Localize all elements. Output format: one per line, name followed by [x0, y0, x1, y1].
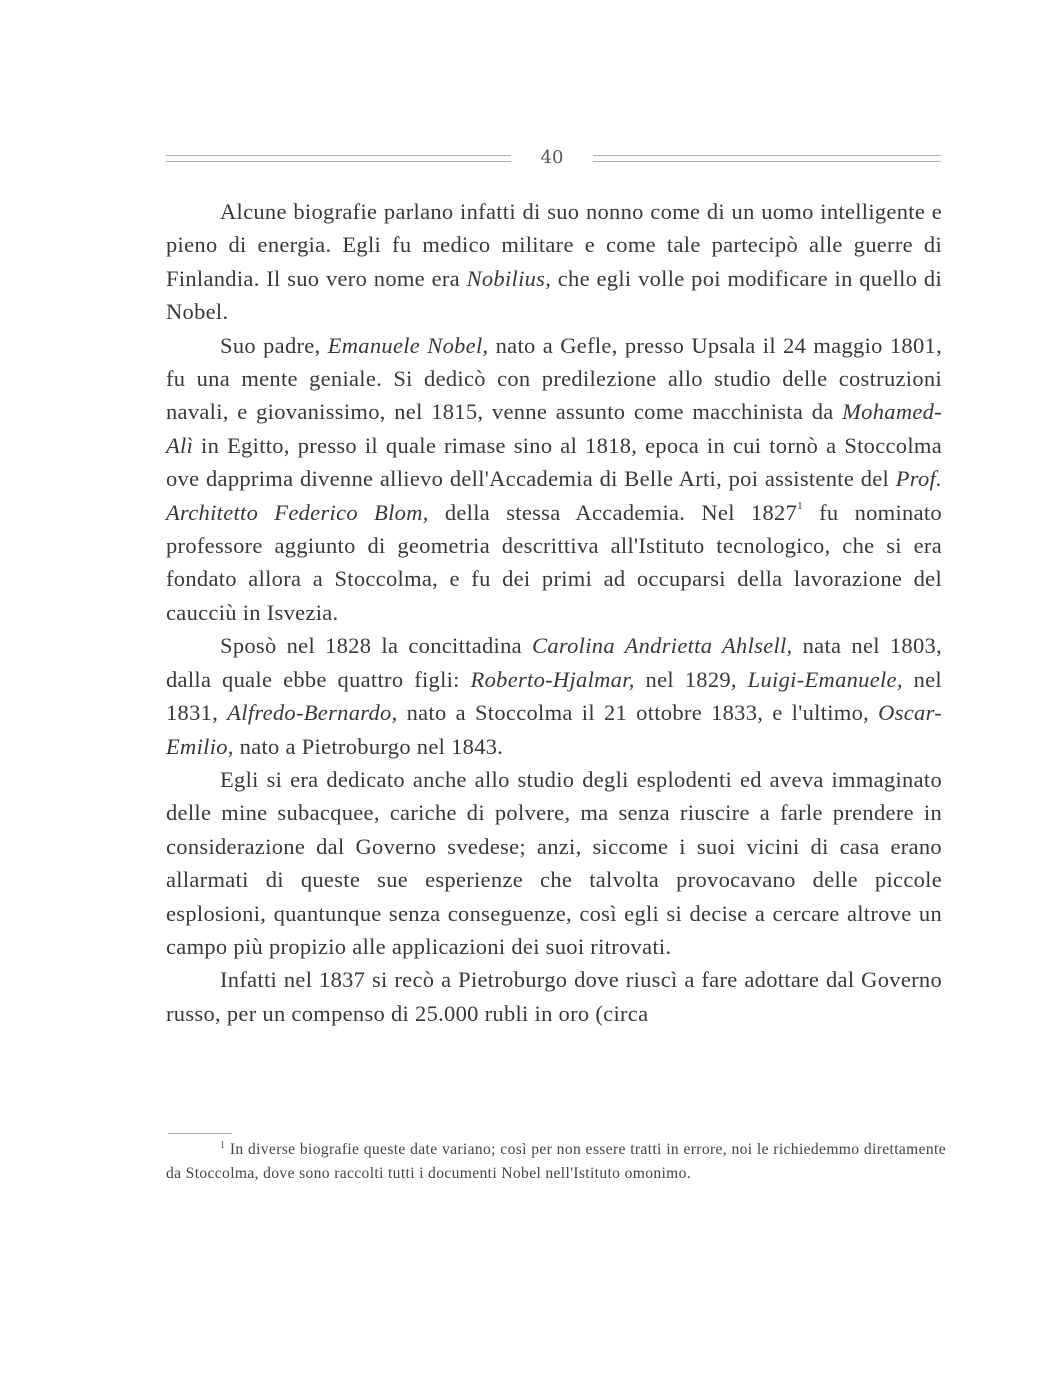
header-rule-right: [593, 155, 941, 162]
italic-text: Emanuele Nobel,: [327, 332, 489, 358]
body-text: [166, 195, 942, 1030]
italic-text: Roberto-Hjalmar,: [470, 666, 635, 692]
italic-text: Mohamed-Alì: [166, 399, 942, 458]
italic-text: Alfredo-Bernardo,: [227, 700, 398, 726]
text-run: nel 1829,: [634, 666, 748, 692]
paragraph: [166, 629, 942, 763]
text-run: nato a Stoccolma il 21 ottobre 1833, e l'ultimo,: [397, 700, 879, 726]
paragraph: [166, 963, 942, 1030]
footnote-reference: 1: [797, 499, 803, 512]
footnote: [166, 1138, 946, 1185]
text-run: che egli volle poi modificare in quello di Nobel.: [166, 265, 942, 325]
paragraph: [166, 763, 942, 963]
text-run: in Egitto, presso il quale rimase sino al 1818, epoca in cui tornò a Stoccolma ove dapprima divenne allievo dell'Accademia di Belle Arti, poi assistente del: [166, 432, 942, 492]
footnote-text: In diverse biografie queste date variano; così per non essere tratti in errore, noi le richiedemmo direttamente da Stoccolma, dove sono raccolti tutti i documenti Nobel nell'Istituto omonimo.: [166, 1141, 947, 1182]
text-run: Egli si era dedicato anche allo studio degli esplodenti ed aveva immaginato delle mine subacquee, cariche di polvere, ma senza riuscire a farle prendere in considerazione dal Governo svedese; anzi, siccome i suoi vicini di casa erano allarmati di queste sue esperienze che talvolta provocavano delle piccole esplosioni, quantunque senza conseguenze, così egli si decise a cercare altrove un campo più propizio alle applicazioni dei suoi ritrovati.: [166, 766, 942, 959]
italic-text: Prof. Architetto Federico Blom,: [166, 466, 942, 525]
text-run: Alcune biografie parlano infatti di suo nonno come di un uomo intelligente e pieno di energia. Egli fu medico militare e come tale partecipò alle guerre di Finlandia. Il suo vero nome era: [166, 199, 942, 291]
text-run: Infatti nel 1837 si recò a Pietroburgo dove riuscì a fare adottare dal Governo russo, per un compenso di 25.000 rubli in oro (circa: [166, 967, 942, 1026]
text-run: nata nel 1803, dalla quale ebbe quattro figli:: [166, 633, 943, 692]
header-rule-left: [166, 155, 511, 162]
text-run: fu nominato professore aggiunto di geometria descrittiva all'Istituto tecnologico, che si era fondato allora a Stoccolma, e fu dei primi ad occuparsi della lavorazione del caucciù in Isvezia.: [166, 499, 942, 625]
footnote-marker: 1: [220, 1140, 226, 1151]
italic-text: Luigi-Emanuele,: [747, 666, 903, 692]
text-run: nel 1831,: [166, 666, 942, 726]
page-number: 40: [540, 147, 564, 168]
text-run: Sposò nel 1828 la concittadina: [220, 633, 533, 659]
italic-text: Carolina Andrietta Ahlsell,: [532, 633, 793, 659]
text-run: nato a Gefle, presso Upsala il 24 maggio 1801, fu una mente geniale. Si dedicò con predilezione allo studio delle costruzioni navali, e giovanissimo, nel 1815, venne assunto come macchinista da: [166, 332, 942, 425]
text-run: della stessa Accademia. Nel 1827: [428, 499, 798, 525]
paragraph: [166, 195, 942, 329]
text-run: nato a Pietroburgo nel 1843.: [233, 733, 504, 759]
text-run: Suo padre,: [220, 332, 328, 358]
page-header: [166, 147, 941, 171]
italic-text: Nobilius,: [466, 265, 552, 291]
footnote-rule: [168, 1133, 232, 1134]
paragraph: [166, 329, 942, 630]
italic-text: Oscar-Emilio,: [166, 700, 942, 759]
